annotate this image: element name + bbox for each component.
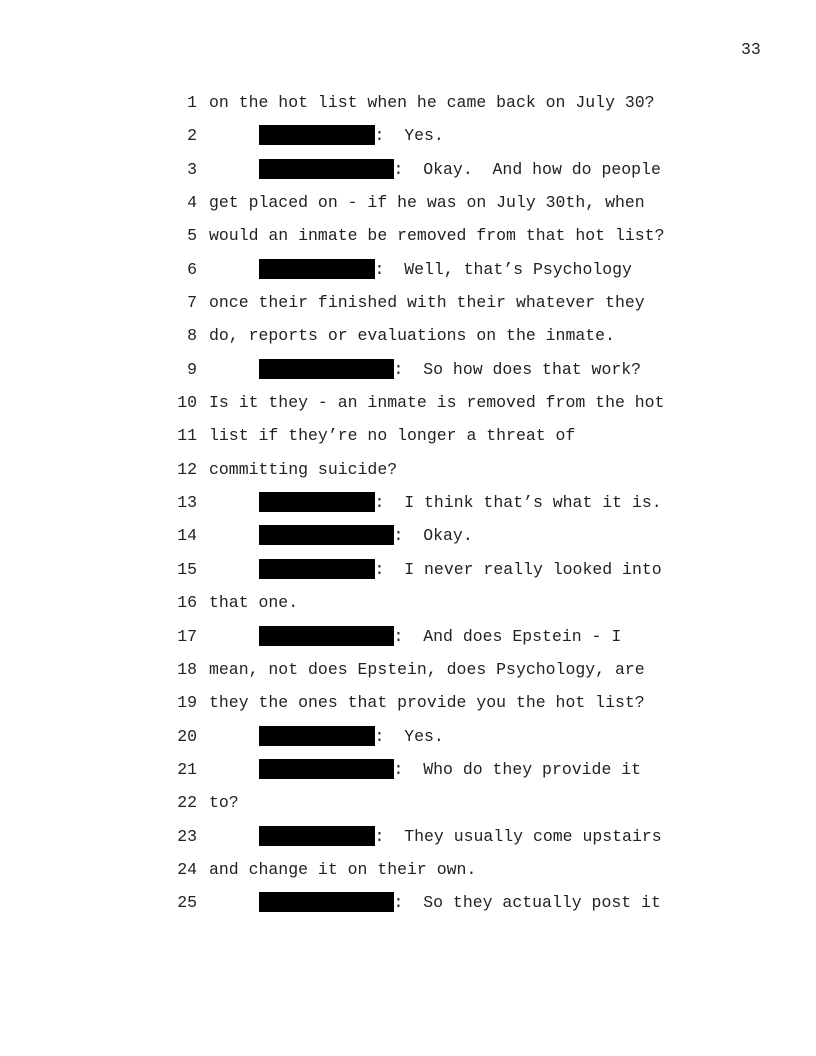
line-text: committing suicide? bbox=[209, 459, 398, 479]
line-text: they the ones that provide you the hot list? bbox=[209, 693, 645, 713]
line-number: 17 bbox=[177, 626, 197, 646]
line-number: 22 bbox=[177, 793, 197, 813]
line-text: to? bbox=[209, 793, 239, 813]
line-text: : Okay. bbox=[393, 526, 473, 546]
line-number: 20 bbox=[177, 726, 197, 746]
line-content bbox=[209, 260, 632, 279]
transcript-line bbox=[0, 820, 816, 853]
line-text: : Well, that’s Psychology bbox=[374, 259, 632, 279]
transcript-lines bbox=[0, 86, 816, 920]
line-content bbox=[209, 627, 621, 646]
line-text: : Okay. And how do people bbox=[393, 159, 661, 179]
transcript-line bbox=[0, 786, 816, 819]
line-text: and change it on their own. bbox=[209, 859, 477, 879]
line-number: 8 bbox=[187, 326, 197, 346]
redaction-bar bbox=[259, 559, 375, 579]
transcript-line bbox=[0, 119, 816, 152]
line-text: list if they’re no longer a threat of bbox=[209, 426, 576, 446]
redaction-bar bbox=[259, 826, 375, 846]
line-content bbox=[209, 593, 298, 612]
transcript-line bbox=[0, 319, 816, 352]
line-number: 10 bbox=[177, 393, 197, 413]
page-number: 33 bbox=[741, 40, 761, 59]
line-text: that one. bbox=[209, 593, 299, 613]
line-number: 19 bbox=[177, 693, 197, 713]
transcript-line bbox=[0, 86, 816, 119]
transcript-line bbox=[0, 386, 816, 419]
transcript-line bbox=[0, 153, 816, 186]
redaction-bar bbox=[259, 159, 394, 179]
transcript-line bbox=[0, 453, 816, 486]
line-number: 9 bbox=[187, 359, 197, 379]
line-content bbox=[209, 193, 645, 212]
line-text: do, reports or evaluations on the inmate. bbox=[209, 326, 615, 346]
line-content bbox=[209, 893, 661, 912]
line-content bbox=[209, 827, 662, 846]
line-text: : I think that’s what it is. bbox=[374, 493, 662, 513]
line-text: : And does Epstein - I bbox=[393, 626, 622, 646]
line-number: 4 bbox=[187, 193, 197, 213]
transcript-line bbox=[0, 653, 816, 686]
line-number: 7 bbox=[187, 293, 197, 313]
line-text: : So how does that work? bbox=[393, 359, 642, 379]
line-text: would an inmate be removed from that hot list? bbox=[209, 226, 665, 246]
line-content bbox=[209, 426, 575, 445]
transcript-line bbox=[0, 886, 816, 919]
line-content bbox=[209, 360, 641, 379]
line-number: 11 bbox=[177, 426, 197, 446]
transcript-line bbox=[0, 419, 816, 452]
redaction-bar bbox=[259, 525, 394, 545]
line-content bbox=[209, 760, 641, 779]
line-number: 1 bbox=[187, 93, 197, 112]
line-number: 24 bbox=[177, 859, 197, 879]
line-content bbox=[209, 660, 645, 679]
redaction-bar bbox=[259, 726, 375, 746]
line-number: 12 bbox=[177, 459, 197, 479]
line-content bbox=[209, 693, 645, 712]
line-number: 16 bbox=[177, 593, 197, 613]
redaction-bar bbox=[259, 259, 375, 279]
line-number: 18 bbox=[177, 659, 197, 679]
line-text: : Yes. bbox=[374, 126, 444, 146]
transcript-line bbox=[0, 486, 816, 519]
redaction-bar bbox=[259, 892, 394, 912]
line-content bbox=[209, 326, 615, 345]
line-text: : So they actually post it bbox=[393, 893, 661, 913]
transcript-line bbox=[0, 853, 816, 886]
line-content bbox=[209, 93, 655, 112]
line-content bbox=[209, 526, 473, 545]
line-text: : They usually come upstairs bbox=[374, 826, 662, 846]
line-content bbox=[209, 793, 239, 812]
line-text: : Yes. bbox=[374, 726, 444, 746]
line-content bbox=[209, 493, 662, 512]
line-content bbox=[209, 860, 476, 879]
line-content bbox=[209, 226, 664, 245]
transcript-line bbox=[0, 720, 816, 753]
line-number: 15 bbox=[177, 559, 197, 579]
line-number: 3 bbox=[187, 159, 197, 179]
line-content bbox=[209, 560, 662, 579]
redaction-bar bbox=[259, 359, 394, 379]
transcript-line bbox=[0, 586, 816, 619]
transcript-line bbox=[0, 686, 816, 719]
transcript-line bbox=[0, 553, 816, 586]
redaction-bar bbox=[259, 626, 394, 646]
line-text: once their finished with their whatever they bbox=[209, 293, 645, 313]
line-content bbox=[209, 460, 397, 479]
line-content bbox=[209, 160, 661, 179]
line-number: 2 bbox=[187, 126, 197, 146]
line-number: 25 bbox=[177, 893, 197, 913]
transcript-line bbox=[0, 286, 816, 319]
line-text: : I never really looked into bbox=[374, 559, 662, 579]
line-number: 5 bbox=[187, 226, 197, 246]
transcript-line bbox=[0, 519, 816, 552]
line-number: 21 bbox=[177, 759, 197, 779]
redaction-bar bbox=[259, 125, 375, 145]
redaction-bar bbox=[259, 759, 394, 779]
transcript-line bbox=[0, 353, 816, 386]
transcript-line bbox=[0, 253, 816, 286]
transcript-line bbox=[0, 186, 816, 219]
transcript-line bbox=[0, 753, 816, 786]
line-number: 13 bbox=[177, 493, 197, 513]
redaction-bar bbox=[259, 492, 375, 512]
line-text: on the hot list when he came back on July 30? bbox=[209, 93, 655, 112]
line-number: 14 bbox=[177, 526, 197, 546]
line-text: Is it they - an inmate is removed from the hot bbox=[209, 393, 665, 413]
line-text: mean, not does Epstein, does Psychology, are bbox=[209, 659, 645, 679]
line-number: 23 bbox=[177, 826, 197, 846]
transcript-line bbox=[0, 620, 816, 653]
line-content bbox=[209, 727, 444, 746]
line-number: 6 bbox=[187, 259, 197, 279]
line-content bbox=[209, 293, 645, 312]
line-content bbox=[209, 126, 444, 145]
line-content bbox=[209, 393, 664, 412]
transcript-line bbox=[0, 219, 816, 252]
line-text: : Who do they provide it bbox=[393, 759, 642, 779]
line-text: get placed on - if he was on July 30th, when bbox=[209, 193, 645, 213]
